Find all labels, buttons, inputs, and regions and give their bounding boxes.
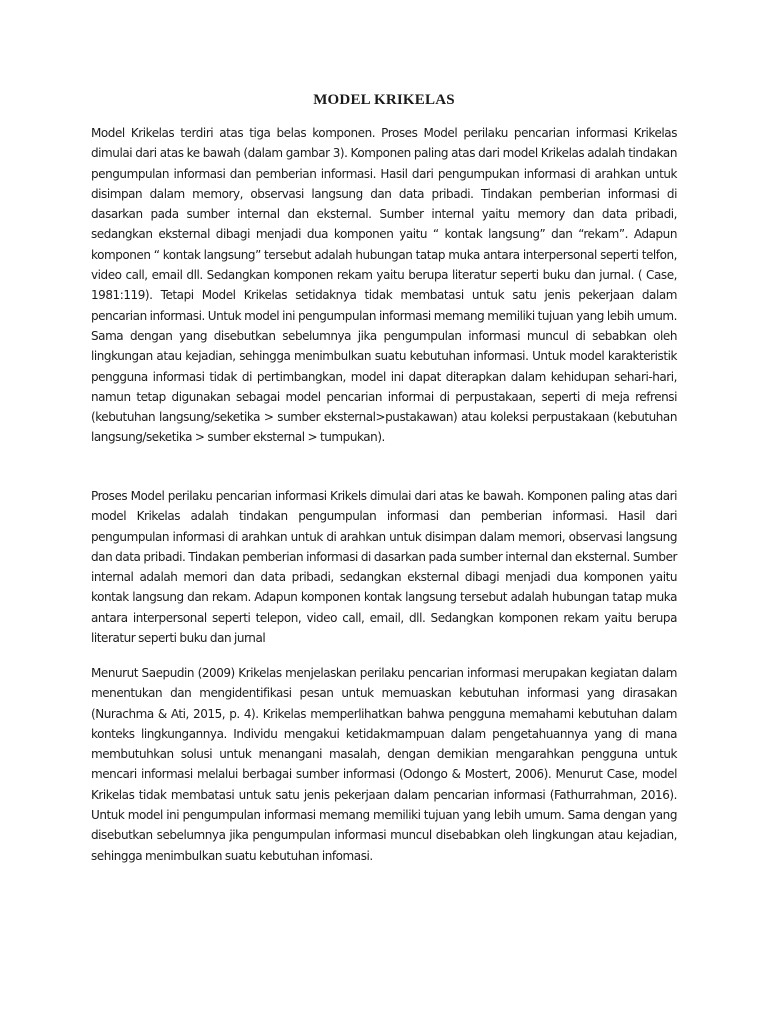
paragraph-2: Proses Model perilaku pencarian informasi Krikels dimulai dari atas ke bawah. Komponen paling atas dari model Krikelas adalah tindakan pengumpulan informasi dan pemberian informasi. Hasil dari pengumpulan informasi di arahkan untuk di arahkan untuk disimpan dalam memori, observasi langsung dan data pribadi. Tindakan pemberian informasi di dasarkan pada sumber internal dan eksternal. Sumber internal adalah memori dan data pribadi, sedangkan eksternal dibagi menjadi dua komponen yaitu kontak langsung dan rekam. Adapun komponen kontak langsung tersebut adalah hubungan tatap muka antara interpersonal seperti telepon, video call, email, dll. Sedangkan komponen rekam yaitu berupa literatur seperti buku dan jurnal bbox=[91, 489, 677, 646]
paragraph-3: Menurut Saepudin (2009) Krikelas menjelaskan perilaku pencarian informasi merupakan kegiatan dalam menentukan dan mengidentifikasi pesan untuk memuaskan kebutuhan informasi yang dirasakan (Nurachma & Ati, 2015, p. 4). Krikelas memperlihatkan bahwa pengguna memahami kebutuhan dalam konteks lingkungannya. Individu mengakui ketidakmampuan dalam pengetahuannya yang di mana membutuhkan solusi untuk menangani masalah, dengan demikian mengarahkan pengguna untuk mencari informasi melalui berbagai sumber informasi (Odongo & Mostert, 2006). Menurut Case, model Krikelas tidak membatasi untuk satu jenis pekerjaan dalam pencarian informasi (Fathurrahman, 2016). Untuk model ini pengumpulan informasi memang memiliki tujuan yang lebih umum. Sama dengan yang disebutkan sebelumnya jika pengumpulan informasi muncul disebabkan oleh lingkungan atau kejadian, sehingga menimbulkan suatu kebutuhan infomasi. bbox=[91, 666, 677, 863]
paragraph-1: Model Krikelas terdiri atas tiga belas komponen. Proses Model perilaku pencarian informasi Krikelas dimulai dari atas ke bawah (dalam gambar 3). Komponen paling atas dari model Krikelas adalah tindakan pengumpulan informasi dan pemberian informasi. Hasil dari pengumpukan informasi di arahkan untuk disimpan dalam memory, observasi langsung dan data pribadi. Tindakan pemberian informasi di dasarkan pada sumber internal dan eksternal. Sumber internal yaitu memory dan data pribadi, sedangkan eksternal dibagi menjadi dua komponen yaitu “ kontak langsung” dan “rekam”. Adapun komponen “ kontak langsung” tersebut adalah hubungan tatap muka antara interpersonal seperti telfon, video call, email dll. Sedangkan komponen rekam yaitu berupa literatur seperti buku dan jurnal. ( Case, 1981:119). Tetapi Model Krikelas setidaknya tidak membatasi untuk satu jenis pekerjaan dalam pencarian informasi. Untuk model ini pengumpulan informasi memang memiliki tujuan yang lebih umum. Sama dengan yang disebutkan sebelumnya jika pengumpulan informasi muncul di sebabkan oleh lingkungan atau kejadian, sehingga menimbulkan suatu kebutuhan informasi. Untuk model karakteristik pengguna informasi tidak di pertimbangkan, model ini dapat diterapkan dalam kehidupan sehari-hari, namun tetap digunakan sebagai model pencarian informai di perpustakaan, seperti di meja refrensi (kebutuhan langsung/seketika > sumber eksternal>pustakawan) atau koleksi perpustakaan (kebutuhan langsung/seketika > sumber eksternal > tumpukan). bbox=[91, 126, 677, 445]
page-title: MODEL KRIKELAS bbox=[313, 92, 455, 108]
